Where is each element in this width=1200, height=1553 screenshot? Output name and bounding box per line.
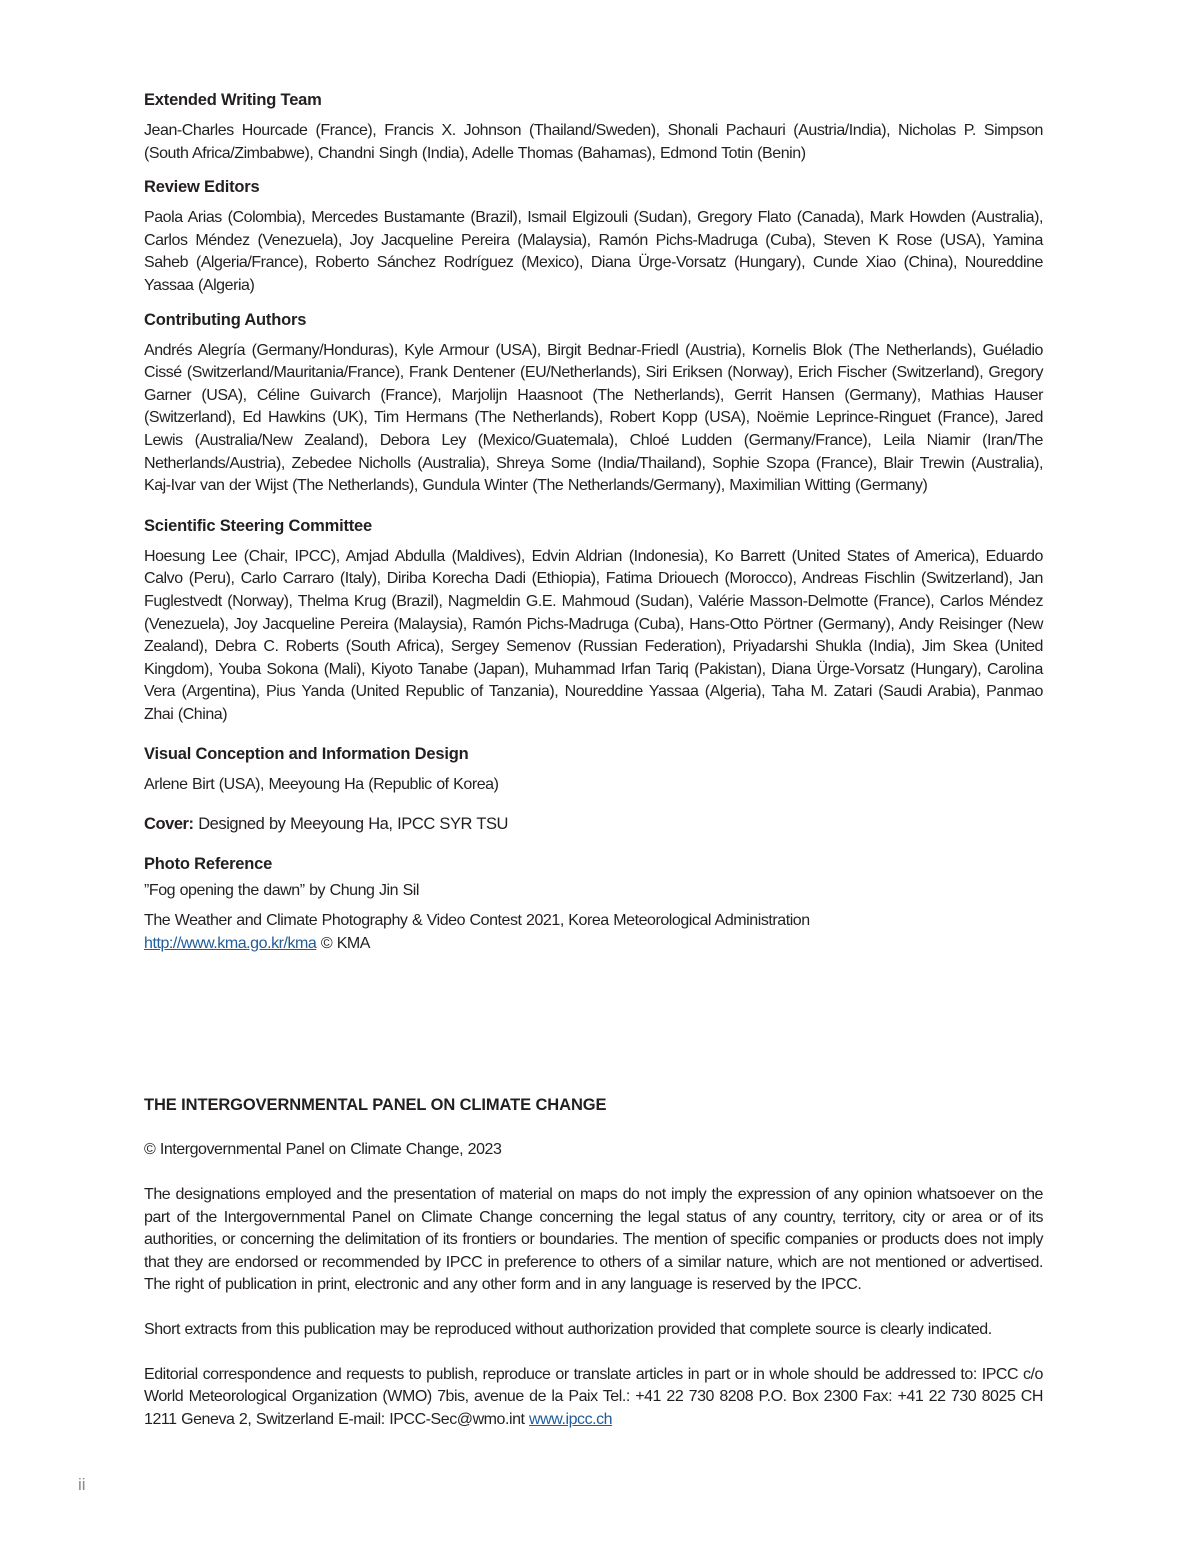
photo-title: ”Fog opening the dawn” by Chung Jin Sil	[144, 881, 420, 899]
correspondence	[144, 1364, 1043, 1432]
ipcc-website-link[interactable]: www.ipcc.ch	[529, 1410, 613, 1428]
section-body: Jean-Charles Hourcade (France), Francis X. Johnson (Thailand/Sweden), Shonali Pachauri (Austria/India), Nicholas P. Simpson (South Africa/Zimbabwe), Chandni Singh (India), Adelle Thomas (Bahamas), Edmond Totin (Benin)	[144, 122, 1043, 162]
section-body: Paola Arias (Colombia), Mercedes Bustamante (Brazil), Ismail Elgizouli (Sudan), Gregory Flato (Canada), Mark Howden (Australia), Carlos Méndez (Venezuela), Joy Jacqueline Pereira (Malaysia), Ramón Pichs-Madruga (Cuba), Steven K Rose (USA), Yamina Saheb (Algeria/France), Roberto Sánchez Rodríguez (Mexico), Diana Ürge-Vorsatz (Hungary), Cunde Xiao (China), Noureddine Yassaa (Algeria)	[144, 209, 1043, 294]
copyright-notice: © Intergovernmental Panel on Climate Change, 2023	[144, 1141, 502, 1159]
cover-text: Designed by Meeyoung Ha, IPCC SYR TSU	[193, 815, 508, 834]
correspondence-text: Editorial correspondence and requests to publish, reproduce or translate articles in part or in whole should be addressed to: IPCC c/o World Meteorological Organization (WMO) 7bis, avenue de la Paix Tel.: +41 22 730 8208 P.O. Box 2300 Fax: +41 22 730 8025 CH 1211 Geneva 2, Switzerland E-mail: IPCC-Sec@wmo.int	[144, 1365, 1043, 1428]
section-body: Hoesung Lee (Chair, IPCC), Amjad Abdulla (Maldives), Edvin Aldrian (Indonesia), Ko Barrett (United States of America), Eduardo Calvo (Peru), Carlo Carraro (Italy), Diriba Korecha Dadi (Ethiopia), Fatima Driouech (Morocco), Andreas Fischlin (Switzerland), Jan Fuglestvedt (Norway), Thelma Krug (Brazil), Nagmeldin G.E. Mahmoud (Sudan), Valérie Masson-Delmotte (France), Carlos Méndez (Venezuela), Joy Jacqueline Pereira (Malaysia), Ramón Pichs-Madruga (Cuba), Hans-Otto Pörtner (Germany), Andy Reisinger (New Zealand), Debra C. Roberts (South Africa), Sergey Semenov (Russian Federation), Priyadarshi Shukla (India), Jim Skea (United Kingdom), Youba Sokona (Mali), Kiyoto Tanabe (Japan), Muhammad Irfan Tariq (Pakistan), Diana Ürge-Vorsatz (Hungary), Carolina Vera (Argentina), Pius Yanda (United Republic of Tanzania), Noureddine Yassaa (Algeria), Taha M. Zatari (Saudi Arabia), Panmao Zhai (China)	[144, 547, 1043, 723]
section-heading: Review Editors	[144, 178, 260, 197]
photo-contest	[144, 910, 1043, 955]
page-number: ii	[78, 1475, 86, 1494]
section-visual-conception	[144, 742, 1043, 797]
disclaimer: The designations employed and the presentation of material on maps do not imply the expression of any opinion whatsoever on the part of the Intergovernmental Panel on Climate Change concerning the legal status of any country, territory, city or area or of its authorities, or concerning the delimitation of its frontiers or boundaries. The mention of specific companies or products does not imply that they are endorsed or recommended by IPCC in preference to others of a similar nature, which are not mentioned or advertised. The right of publication in print, electronic and any other form and in any language is reserved by the IPCC.	[144, 1186, 1043, 1294]
section-heading: Extended Writing Team	[144, 91, 322, 109]
section-heading: Scientific Steering Committee	[144, 516, 373, 535]
section-scientific-steering-committee	[144, 514, 1043, 727]
org-title: THE INTERGOVERNMENTAL PANEL ON CLIMATE CHANGE	[144, 1096, 607, 1115]
cover-label: Cover:	[144, 815, 194, 834]
kma-copyright: © KMA	[316, 934, 371, 952]
cover-credit	[144, 813, 1043, 836]
document-page	[144, 88, 1043, 1441]
section-contributing-authors	[144, 308, 1043, 498]
extracts-notice: Short extracts from this publication may be reproduced without authorization provided that complete source is clearly indicated.	[144, 1321, 992, 1338]
contest-text: The Weather and Climate Photography & Video Contest 2021, Korea Meteorological Administration	[144, 912, 810, 930]
section-heading: Contributing Authors	[144, 310, 307, 329]
section-review-editors	[144, 175, 1043, 297]
kma-link[interactable]: http://www.kma.go.kr/kma	[144, 934, 317, 952]
section-body: Arlene Birt (USA), Meeyoung Ha (Republic of Korea)	[144, 776, 499, 794]
section-heading: Photo Reference	[144, 854, 273, 873]
section-photo-reference	[144, 852, 1043, 956]
section-extended-writing-team	[144, 88, 1043, 165]
section-heading: Visual Conception and Information Design	[144, 745, 469, 764]
section-body: Andrés Alegría (Germany/Honduras), Kyle Armour (USA), Birgit Bednar-Friedl (Austria), Kornelis Blok (The Netherlands), Guéladio Cissé (Switzerland/Mauritania/France), Frank Dentener (EU/Netherlands), Siri Eriksen (Norway), Erich Fischer (Switzerland), Gregory Garner (USA), Céline Guivarch (France), Marjolijn Haasnoot (The Netherlands), Gerrit Hansen (Germany), Mathias Hauser (Switzerland), Ed Hawkins (UK), Tim Hermans (The Netherlands), Robert Kopp (USA), Noëmie Leprince-Ringuet (France), Jared Lewis (Australia/New Zealand), Debora Ley (Mexico/Guatemala), Chloé Ludden (Germany/France), Leila Niamir (Iran/The Netherlands/Austria), Zebedee Nicholls (Australia), Shreya Some (India/Thailand), Sophie Szopa (France), Blair Trewin (Australia), Kaj-Ivar van der Wijst (The Netherlands), Gundula Winter (The Netherlands/Germany), Maximilian Witting (Germany)	[144, 341, 1043, 495]
